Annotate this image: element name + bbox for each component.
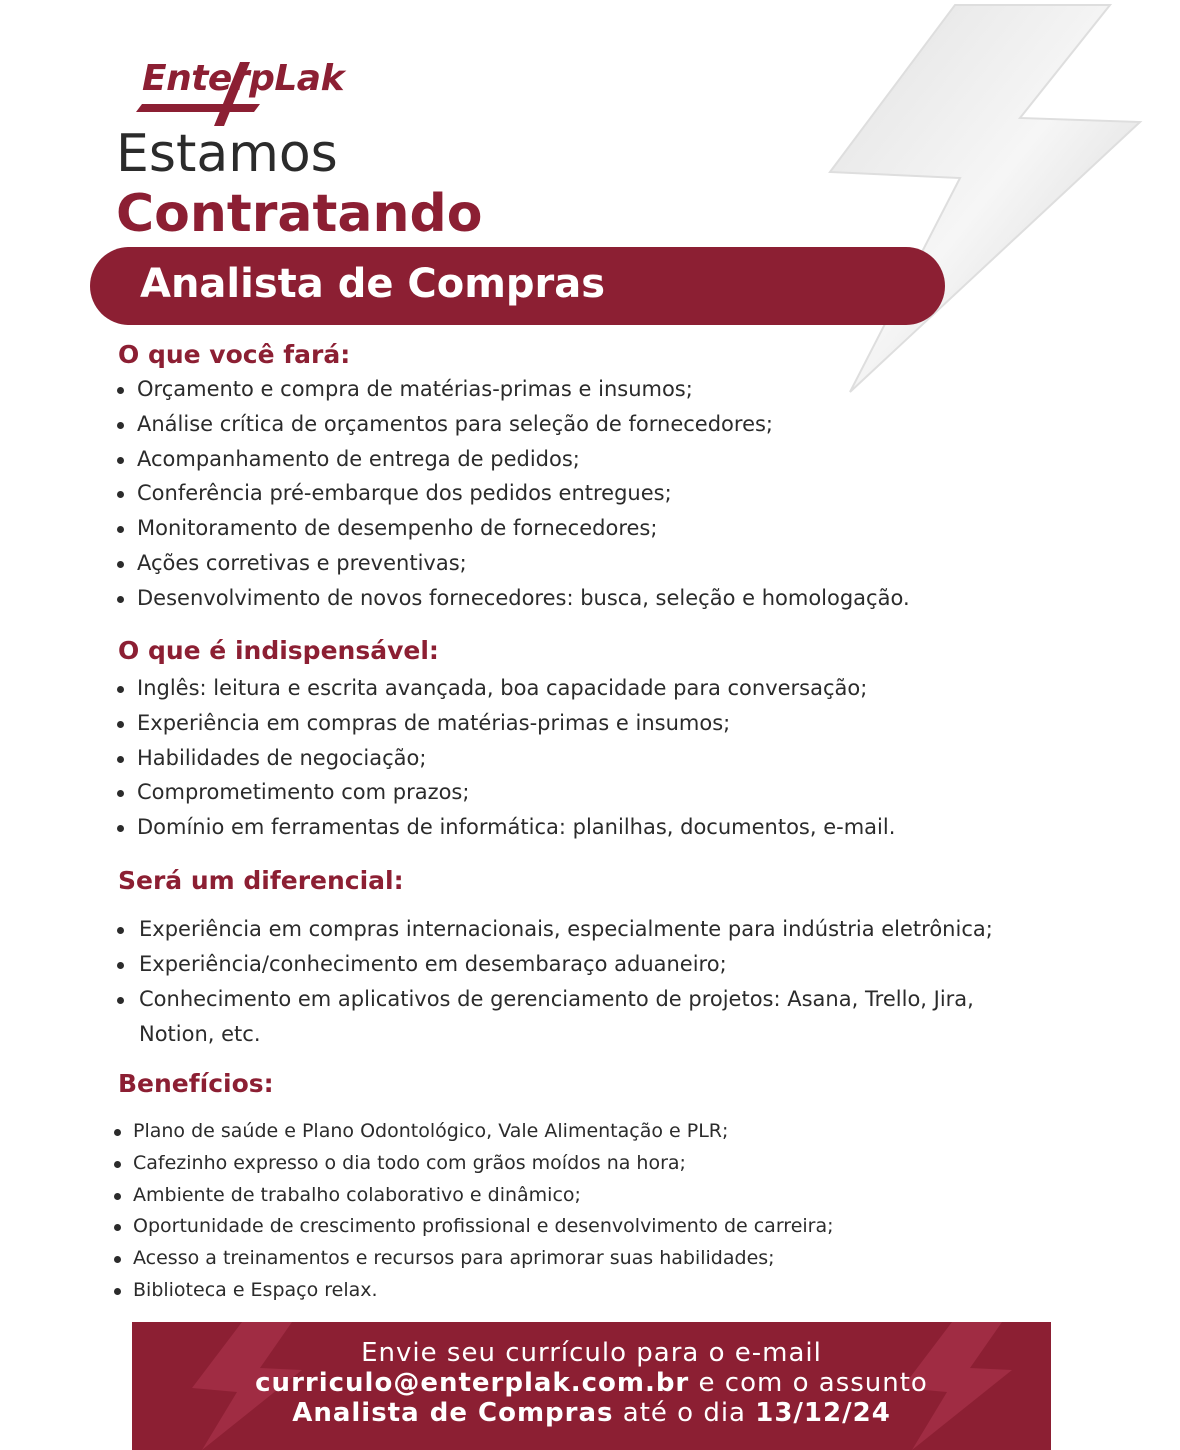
section-title-benefits: Benefícios: bbox=[118, 1069, 274, 1098]
duties-list bbox=[117, 372, 910, 616]
footer-cta bbox=[132, 1322, 1051, 1450]
list-item: Orçamento e compra de matérias-primas e insumos; bbox=[117, 372, 910, 407]
footer-line-2 bbox=[132, 1368, 1051, 1398]
list-item: Acesso a treinamentos e recursos para aprimorar suas habilidades; bbox=[114, 1243, 834, 1275]
list-item: Monitoramento de desempenho de fornecedores; bbox=[117, 511, 910, 546]
benefits-list bbox=[114, 1116, 834, 1307]
list-item-continuation: Notion, etc. bbox=[139, 1022, 261, 1046]
footer-instruction: Envie seu currículo para o e-mail bbox=[361, 1338, 822, 1368]
list-item: Biblioteca e Espaço relax. bbox=[114, 1275, 834, 1307]
logo-wordmark: EnterpLak bbox=[142, 58, 345, 99]
lightning-bolt-decoration bbox=[820, 0, 1160, 400]
list-item: Ambiente de trabalho colaborativo e dinâmico; bbox=[114, 1180, 834, 1212]
company-logo bbox=[132, 52, 362, 132]
list-item: Habilidades de negociação; bbox=[117, 741, 895, 776]
list-item: Análise crítica de orçamentos para seleção de fornecedores; bbox=[117, 407, 910, 442]
list-item: Conferência pré-embarque dos pedidos entregues; bbox=[117, 476, 910, 511]
list-item: Experiência em compras internacionais, especialmente para indústria eletrônica; bbox=[117, 912, 993, 947]
differentials-list bbox=[117, 912, 993, 1052]
list-item: Domínio em ferramentas de informática: planilhas, documentos, e-mail. bbox=[117, 810, 895, 845]
list-item: Desenvolvimento de novos fornecedores: busca, seleção e homologação. bbox=[117, 581, 910, 616]
list-item: Ações corretivas e preventivas; bbox=[117, 546, 910, 581]
footer-deadline-intro: até o dia bbox=[613, 1398, 756, 1428]
requirements-list bbox=[117, 671, 895, 845]
footer-line-1 bbox=[132, 1338, 1051, 1368]
footer-subject: Analista de Compras bbox=[292, 1398, 614, 1428]
list-item: Conhecimento em aplicativos de gerenciamento de projetos: Asana, Trello, Jira, bbox=[117, 982, 993, 1017]
list-item: Experiência em compras de matérias-primas e insumos; bbox=[117, 706, 895, 741]
section-title-duties: O que você fará: bbox=[118, 340, 351, 369]
section-title-differentials: Será um diferencial: bbox=[118, 866, 404, 895]
footer-line-3 bbox=[132, 1398, 1051, 1428]
footer-email: curriculo@enterplak.com.br bbox=[255, 1368, 690, 1398]
list-item: Oportunidade de crescimento profissional e desenvolvimento de carreira; bbox=[114, 1211, 834, 1243]
list-item: Acompanhamento de entrega de pedidos; bbox=[117, 442, 910, 477]
footer-deadline: 13/12/24 bbox=[755, 1398, 891, 1428]
role-banner bbox=[90, 247, 945, 325]
list-item: Inglês: leitura e escrita avançada, boa capacidade para conversação; bbox=[117, 671, 895, 706]
role-title: Analista de Compras bbox=[140, 261, 606, 307]
list-item: Plano de saúde e Plano Odontológico, Vale Alimentação e PLR; bbox=[114, 1116, 834, 1148]
headline-estamos: Estamos bbox=[116, 124, 338, 184]
section-title-requirements: O que é indispensável: bbox=[118, 636, 439, 665]
headline-contratando: Contratando bbox=[116, 184, 483, 244]
list-item: Cafezinho expresso o dia todo com grãos moídos na hora; bbox=[114, 1148, 834, 1180]
list-item: Experiência/conhecimento em desembaraço aduaneiro; bbox=[117, 947, 993, 982]
footer-subject-intro: e com o assunto bbox=[689, 1368, 928, 1398]
list-item: Comprometimento com prazos; bbox=[117, 775, 895, 810]
